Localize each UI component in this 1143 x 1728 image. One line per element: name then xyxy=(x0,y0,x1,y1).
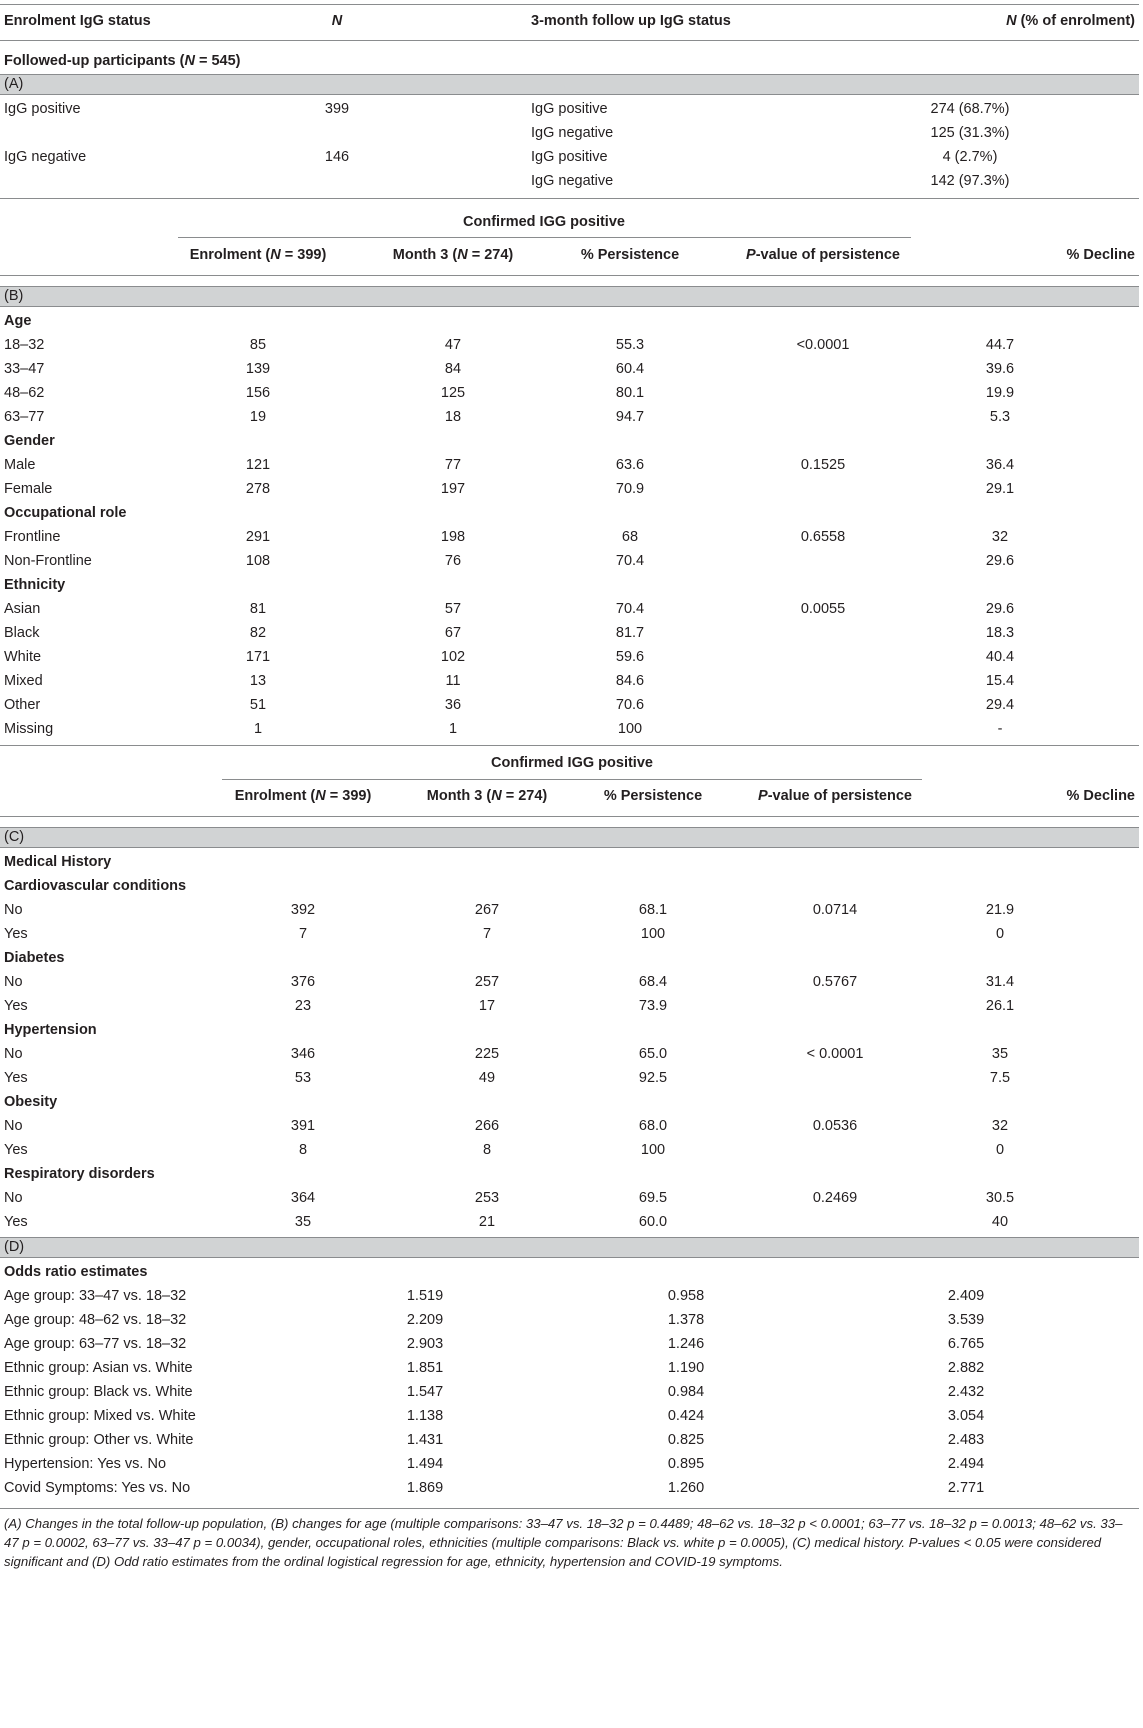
row-label: Asian xyxy=(4,601,41,617)
section-b-band xyxy=(0,286,1139,307)
group-heading: Gender xyxy=(4,433,55,449)
section-b-column-header xyxy=(0,242,1139,268)
group-heading: Medical History xyxy=(4,854,112,870)
odds-ratio-estimate: 2.209 xyxy=(406,1312,444,1328)
decline-cell: 0 xyxy=(995,926,1005,942)
col-pvalue-p: P xyxy=(746,247,756,263)
persistence-cell: 100 xyxy=(617,721,643,737)
persistence-cell: 68 xyxy=(621,529,639,545)
col-enrolment-header-c xyxy=(235,783,372,809)
table-row xyxy=(0,1065,1139,1091)
confirmed-igg-label-c: Confirmed IGG positive xyxy=(491,755,653,771)
group-heading: Respiratory disorders xyxy=(4,1166,155,1182)
row-label: Male xyxy=(4,457,36,473)
persistence-cell: 68.1 xyxy=(638,902,668,918)
odds-ratio-label: Ethnic group: Mixed vs. White xyxy=(4,1408,196,1424)
group-heading: Hypertension xyxy=(4,1022,97,1038)
section-d-title-row xyxy=(0,1259,1139,1285)
table-row xyxy=(0,548,1139,574)
section-a-row xyxy=(0,120,1139,146)
followed-up-post: = 545) xyxy=(194,53,241,69)
odds-ratio-row xyxy=(0,1403,1139,1429)
decline-cell: 29.1 xyxy=(985,481,1015,497)
row-label: Black xyxy=(4,625,40,641)
pvalue-cell: 0.0536 xyxy=(812,1118,858,1134)
odds-ratio-upper: 2.882 xyxy=(947,1360,985,1376)
table-row xyxy=(0,332,1139,358)
col-month3-header-c xyxy=(427,783,547,809)
odds-ratio-row xyxy=(0,1355,1139,1381)
odds-ratio-row xyxy=(0,1427,1139,1453)
month3-cell: 77 xyxy=(444,457,462,473)
enrolment-cell: 7 xyxy=(298,926,308,942)
pvalue-cell: 0.0055 xyxy=(800,601,846,617)
table-row xyxy=(0,596,1139,622)
col-pvalue-rest-c: -value of persistence xyxy=(767,788,912,804)
decline-cell: 30.5 xyxy=(985,1190,1015,1206)
odds-ratio-lower: 1.378 xyxy=(667,1312,705,1328)
enrolment-cell: 346 xyxy=(290,1046,316,1062)
persistence-cell: 84.6 xyxy=(615,673,645,689)
group-heading-row xyxy=(0,849,1139,875)
followup-status-cell: IgG negative xyxy=(531,125,614,141)
month3-cell: 1 xyxy=(448,721,458,737)
header-n-italic: N xyxy=(1006,13,1017,29)
table-row xyxy=(0,452,1139,478)
table-header-row xyxy=(0,8,1139,34)
decline-cell: 39.6 xyxy=(985,361,1015,377)
decline-cell: 18.3 xyxy=(985,625,1015,641)
section-b-label: (B) xyxy=(4,288,24,304)
month3-cell: 11 xyxy=(445,673,461,689)
table-row xyxy=(0,993,1139,1019)
header-n-percent-text: (% of enrolment) xyxy=(1016,13,1135,29)
enrolment-cell: 364 xyxy=(290,1190,316,1206)
odds-ratio-upper: 2.494 xyxy=(947,1456,985,1472)
month3-cell: 57 xyxy=(444,601,462,617)
enrolment-cell: 278 xyxy=(245,481,271,497)
persistence-cell: 94.7 xyxy=(615,409,645,425)
decline-cell: 21.9 xyxy=(985,902,1015,918)
confirmed-igg-label: Confirmed IGG positive xyxy=(463,214,625,230)
month3-cell: 17 xyxy=(478,998,496,1014)
enrolment-cell: 8 xyxy=(298,1142,308,1158)
decline-cell: 32 xyxy=(991,529,1009,545)
decline-cell: 40.4 xyxy=(985,649,1015,665)
decline-cell: 40 xyxy=(991,1214,1009,1230)
row-label: Other xyxy=(4,697,41,713)
pvalue-cell: 0.6558 xyxy=(800,529,846,545)
persistence-cell: 60.4 xyxy=(615,361,645,377)
col-enrolment-n-c: N xyxy=(315,788,326,804)
section-c-column-header xyxy=(0,783,1139,809)
odds-ratio-row xyxy=(0,1379,1139,1405)
group-heading-row xyxy=(0,428,1139,454)
row-label: Female xyxy=(4,481,53,497)
odds-ratio-estimate: 1.869 xyxy=(406,1480,444,1496)
enrolment-cell: 85 xyxy=(249,337,267,353)
odds-ratio-label: Age group: 33–47 vs. 18–32 xyxy=(4,1288,187,1304)
odds-ratio-estimate: 1.519 xyxy=(406,1288,444,1304)
group-heading-row xyxy=(0,1017,1139,1043)
persistence-cell: 70.9 xyxy=(615,481,645,497)
section-a-row xyxy=(0,144,1139,170)
row-label: White xyxy=(4,649,42,665)
section-c-group-header xyxy=(0,750,1139,776)
col-month3-pre-c: Month 3 ( xyxy=(426,788,492,804)
col-pvalue-rest: -value of persistence xyxy=(755,247,900,263)
section-d-band xyxy=(0,1237,1139,1258)
table-row xyxy=(0,921,1139,947)
group-heading-row xyxy=(0,945,1139,971)
section-a-label: (A) xyxy=(4,76,24,92)
section-a-row xyxy=(0,168,1139,194)
month3-cell: 49 xyxy=(478,1070,496,1086)
decline-cell: 31.4 xyxy=(985,974,1015,990)
table-row xyxy=(0,380,1139,406)
persistence-cell: 68.4 xyxy=(638,974,668,990)
month3-cell: 225 xyxy=(474,1046,500,1062)
persistence-cell: 65.0 xyxy=(638,1046,668,1062)
followed-up-row xyxy=(0,48,1139,74)
decline-cell: 29.6 xyxy=(985,553,1015,569)
persistence-cell: 70.4 xyxy=(615,601,645,617)
table-row xyxy=(0,644,1139,670)
group-heading-row xyxy=(0,1161,1139,1187)
enrolment-cell: 35 xyxy=(294,1214,312,1230)
enrolment-cell: 171 xyxy=(245,649,271,665)
col-enrolment-pre-c: Enrolment ( xyxy=(234,788,316,804)
table-top-rule xyxy=(0,4,1139,5)
odds-ratio-row xyxy=(0,1283,1139,1309)
row-label: Non-Frontline xyxy=(4,553,92,569)
row-label: No xyxy=(4,1046,23,1062)
odds-ratio-lower: 1.260 xyxy=(667,1480,705,1496)
month3-cell: 36 xyxy=(444,697,462,713)
section-a-row xyxy=(0,96,1139,122)
odds-ratio-label: Age group: 48–62 vs. 18–32 xyxy=(4,1312,187,1328)
odds-ratio-row xyxy=(0,1475,1139,1501)
odds-ratio-label: Ethnic group: Asian vs. White xyxy=(4,1360,193,1376)
row-label: No xyxy=(4,1118,23,1134)
odds-ratio-upper: 2.483 xyxy=(947,1432,985,1448)
col-decline-header-c: % Decline xyxy=(1066,788,1135,804)
enrolment-cell: 392 xyxy=(290,902,316,918)
decline-cell: 29.4 xyxy=(985,697,1015,713)
group-heading: Age xyxy=(4,313,32,329)
section-c-band xyxy=(0,827,1139,848)
odds-ratio-lower: 0.825 xyxy=(667,1432,705,1448)
month3-cell: 67 xyxy=(444,625,462,641)
persistence-cell: 70.4 xyxy=(615,553,645,569)
section-c-label: (C) xyxy=(4,829,25,845)
col-enrolment-post-c: = 399) xyxy=(325,788,372,804)
persistence-cell: 100 xyxy=(640,926,666,942)
followup-status-cell: IgG positive xyxy=(531,101,608,117)
persistence-cell: 80.1 xyxy=(615,385,645,401)
enrolment-cell: 81 xyxy=(249,601,267,617)
odds-ratio-lower: 1.190 xyxy=(667,1360,705,1376)
col-month3-n-c: N xyxy=(491,788,502,804)
row-label: No xyxy=(4,902,23,918)
pvalue-cell: 0.1525 xyxy=(800,457,846,473)
row-label: 18–32 xyxy=(4,337,45,353)
odds-ratio-row xyxy=(0,1331,1139,1357)
group-heading-row xyxy=(0,873,1139,899)
odds-ratio-estimate: 1.547 xyxy=(406,1384,444,1400)
odds-ratio-label: Age group: 63–77 vs. 18–32 xyxy=(4,1336,187,1352)
month3-cell: 8 xyxy=(482,1142,492,1158)
persistence-cell: 60.0 xyxy=(638,1214,668,1230)
col-enrolment-post: = 399) xyxy=(280,247,327,263)
odds-ratio-upper: 2.432 xyxy=(947,1384,985,1400)
header-enrolment-status: Enrolment IgG status xyxy=(4,13,151,29)
month3-cell: 266 xyxy=(474,1118,500,1134)
enrolment-cell: 13 xyxy=(249,673,267,689)
col-pvalue-header-c xyxy=(758,783,912,809)
odds-ratio-title: Odds ratio estimates xyxy=(4,1264,148,1280)
row-label: Yes xyxy=(4,1214,28,1230)
row-label: No xyxy=(4,1190,23,1206)
enrolment-cell: 51 xyxy=(249,697,267,713)
table-row xyxy=(0,1209,1139,1235)
table-row xyxy=(0,897,1139,923)
month3-cell: 76 xyxy=(444,553,462,569)
col-month3-post-c: = 274) xyxy=(501,788,548,804)
enrolment-cell: 82 xyxy=(249,625,267,641)
enrolment-status-cell: IgG positive xyxy=(4,101,81,117)
followup-status-cell: IgG positive xyxy=(531,149,608,165)
decline-cell: 26.1 xyxy=(985,998,1015,1014)
month3-cell: 102 xyxy=(440,649,466,665)
persistence-cell: 69.5 xyxy=(638,1190,668,1206)
section-c-top-rule xyxy=(0,745,1139,746)
odds-ratio-upper: 2.771 xyxy=(947,1480,985,1496)
header-rule xyxy=(0,40,1139,41)
row-label: Yes xyxy=(4,998,28,1014)
col-month3-header xyxy=(393,242,513,268)
col-pvalue-header xyxy=(746,242,900,268)
persistence-cell: 100 xyxy=(640,1142,666,1158)
persistence-cell: 63.6 xyxy=(615,457,645,473)
odds-ratio-row xyxy=(0,1451,1139,1477)
row-label: Frontline xyxy=(4,529,61,545)
header-n: N xyxy=(331,13,343,29)
section-a-band xyxy=(0,74,1139,95)
month3-cell: 267 xyxy=(474,902,500,918)
row-label: 48–62 xyxy=(4,385,45,401)
col-decline-header: % Decline xyxy=(1066,247,1135,263)
row-label: Mixed xyxy=(4,673,43,689)
followed-up-n: N xyxy=(184,53,195,69)
month3-cell: 198 xyxy=(440,529,466,545)
followup-n-percent-cell: 274 (68.7%) xyxy=(930,101,1010,117)
followed-up-pre: Followed-up participants ( xyxy=(4,53,185,69)
persistence-cell: 55.3 xyxy=(615,337,645,353)
table-row xyxy=(0,668,1139,694)
decline-cell: 0 xyxy=(995,1142,1005,1158)
persistence-cell: 73.9 xyxy=(638,998,668,1014)
section-d-label: (D) xyxy=(4,1239,25,1255)
col-persistence-header-c: % Persistence xyxy=(603,788,703,804)
month3-cell: 257 xyxy=(474,974,500,990)
odds-ratio-lower: 0.984 xyxy=(667,1384,705,1400)
table-row xyxy=(0,1185,1139,1211)
odds-ratio-label: Covid Symptoms: Yes vs. No xyxy=(4,1480,191,1496)
group-heading: Cardiovascular conditions xyxy=(4,878,187,894)
enrolment-cell: 53 xyxy=(294,1070,312,1086)
group-heading-row xyxy=(0,1089,1139,1115)
group-heading-row xyxy=(0,500,1139,526)
table-row xyxy=(0,692,1139,718)
row-label: Yes xyxy=(4,1070,28,1086)
enrolment-cell: 19 xyxy=(249,409,267,425)
persistence-cell: 68.0 xyxy=(638,1118,668,1134)
enrolment-cell: 291 xyxy=(245,529,271,545)
table-footnote: (A) Changes in the total follow-up population, (B) changes for age (multiple comparisons: 33–47 vs. 18–32 p = 0.4489; 48–62 vs. 18–32 p < 0.0001; 63–77 vs. 18–32 p = 0.0013; 48–62 vs. 33–47 p = 0.0002, 63–77 vs. 33–47 p = 0.0034), gender, occupational roles, ethnicities (multiple comparisons: Black vs. white p = 0.0005), (C) medical history. P-values < 0.05 were considered significant and (D) Odd ratio estimates from the ordinal logistical regression for age, ethnicity, hypertension and COVID-19 symptoms. xyxy=(4,1516,1123,1569)
followup-n-percent-cell: 125 (31.3%) xyxy=(930,125,1010,141)
odds-ratio-label: Hypertension: Yes vs. No xyxy=(4,1456,167,1472)
enrolment-n-cell: 399 xyxy=(324,101,350,117)
odds-ratio-label: Ethnic group: Other vs. White xyxy=(4,1432,194,1448)
table-bottom-rule xyxy=(0,1508,1139,1509)
row-label: Yes xyxy=(4,926,28,942)
row-label: Yes xyxy=(4,1142,28,1158)
enrolment-n-cell: 146 xyxy=(324,149,350,165)
col-month3-pre: Month 3 ( xyxy=(392,247,458,263)
followed-up-label xyxy=(4,48,240,74)
enrolment-cell: 391 xyxy=(290,1118,316,1134)
decline-cell: 36.4 xyxy=(985,457,1015,473)
decline-cell: 15.4 xyxy=(985,673,1015,689)
group-heading: Diabetes xyxy=(4,950,65,966)
decline-cell: 19.9 xyxy=(985,385,1015,401)
enrolment-cell: 23 xyxy=(294,998,312,1014)
enrolment-cell: 156 xyxy=(245,385,271,401)
odds-ratio-lower: 0.958 xyxy=(667,1288,705,1304)
persistence-cell: 59.6 xyxy=(615,649,645,665)
decline-cell: 5.3 xyxy=(989,409,1011,425)
odds-ratio-estimate: 2.903 xyxy=(406,1336,444,1352)
group-heading: Obesity xyxy=(4,1094,58,1110)
section-b-group-header xyxy=(0,209,1139,235)
row-label: 33–47 xyxy=(4,361,45,377)
odds-ratio-upper: 6.765 xyxy=(947,1336,985,1352)
pvalue-cell: < 0.0001 xyxy=(806,1046,864,1062)
odds-ratio-estimate: 1.494 xyxy=(406,1456,444,1472)
decline-cell: 44.7 xyxy=(985,337,1015,353)
confirmed-igg-rule-c xyxy=(222,779,922,780)
persistence-cell: 70.6 xyxy=(615,697,645,713)
odds-ratio-lower: 0.424 xyxy=(667,1408,705,1424)
table-row xyxy=(0,716,1139,742)
group-heading: Occupational role xyxy=(4,505,127,521)
col-enrolment-n: N xyxy=(270,247,281,263)
followup-status-cell: IgG negative xyxy=(531,173,614,189)
pvalue-cell: 0.2469 xyxy=(812,1190,858,1206)
enrolment-cell: 376 xyxy=(290,974,316,990)
odds-ratio-lower: 1.246 xyxy=(667,1336,705,1352)
decline-cell: 7.5 xyxy=(989,1070,1011,1086)
table-row xyxy=(0,620,1139,646)
enrolment-status-cell: IgG negative xyxy=(4,149,87,165)
followup-n-percent-cell: 142 (97.3%) xyxy=(930,173,1010,189)
col-enrolment-pre: Enrolment ( xyxy=(189,247,271,263)
month3-cell: 84 xyxy=(444,361,462,377)
table-row xyxy=(0,356,1139,382)
decline-cell: 35 xyxy=(991,1046,1009,1062)
table-row xyxy=(0,404,1139,430)
decline-cell: 29.6 xyxy=(985,601,1015,617)
pvalue-cell: <0.0001 xyxy=(796,337,850,353)
group-heading: Ethnicity xyxy=(4,577,66,593)
group-heading-row xyxy=(0,308,1139,334)
month3-cell: 18 xyxy=(444,409,462,425)
odds-ratio-label: Ethnic group: Black vs. White xyxy=(4,1384,193,1400)
col-month3-n: N xyxy=(457,247,468,263)
pvalue-cell: 0.5767 xyxy=(812,974,858,990)
col-persistence-header: % Persistence xyxy=(580,247,680,263)
odds-ratio-upper: 2.409 xyxy=(947,1288,985,1304)
month3-cell: 125 xyxy=(440,385,466,401)
odds-ratio-upper: 3.539 xyxy=(947,1312,985,1328)
odds-ratio-estimate: 1.851 xyxy=(406,1360,444,1376)
odds-ratio-row xyxy=(0,1307,1139,1333)
group-heading-row xyxy=(0,572,1139,598)
odds-ratio-estimate: 1.431 xyxy=(406,1432,444,1448)
month3-cell: 21 xyxy=(478,1214,496,1230)
table-row xyxy=(0,969,1139,995)
enrolment-cell: 1 xyxy=(253,721,263,737)
persistence-cell: 81.7 xyxy=(615,625,645,641)
enrolment-cell: 108 xyxy=(245,553,271,569)
col-pvalue-p-c: P xyxy=(758,788,768,804)
enrolment-cell: 121 xyxy=(245,457,271,473)
table-row xyxy=(0,476,1139,502)
section-b-top-rule xyxy=(0,198,1139,199)
row-label: 63–77 xyxy=(4,409,45,425)
month3-cell: 253 xyxy=(474,1190,500,1206)
odds-ratio-lower: 0.895 xyxy=(667,1456,705,1472)
section-c-header-rule xyxy=(0,816,1139,817)
pvalue-cell: 0.0714 xyxy=(812,902,858,918)
row-label: No xyxy=(4,974,23,990)
enrolment-cell: 139 xyxy=(245,361,271,377)
table-row xyxy=(0,1137,1139,1163)
odds-ratio-upper: 3.054 xyxy=(947,1408,985,1424)
col-enrolment-header xyxy=(190,242,327,268)
table-row xyxy=(0,524,1139,550)
row-label: Missing xyxy=(4,721,54,737)
header-followup-status: 3-month follow up IgG status xyxy=(531,13,731,29)
followup-n-percent-cell: 4 (2.7%) xyxy=(942,149,998,165)
month3-cell: 7 xyxy=(482,926,492,942)
persistence-cell: 92.5 xyxy=(638,1070,668,1086)
col-month3-post: = 274) xyxy=(467,247,514,263)
decline-cell: - xyxy=(997,721,1003,737)
decline-cell: 32 xyxy=(991,1118,1009,1134)
month3-cell: 47 xyxy=(444,337,462,353)
odds-ratio-estimate: 1.138 xyxy=(406,1408,444,1424)
header-n-percent xyxy=(1006,8,1135,34)
table-row xyxy=(0,1113,1139,1139)
month3-cell: 197 xyxy=(440,481,466,497)
section-b-header-rule xyxy=(0,275,1139,276)
confirmed-igg-rule xyxy=(178,237,911,238)
table-row xyxy=(0,1041,1139,1067)
